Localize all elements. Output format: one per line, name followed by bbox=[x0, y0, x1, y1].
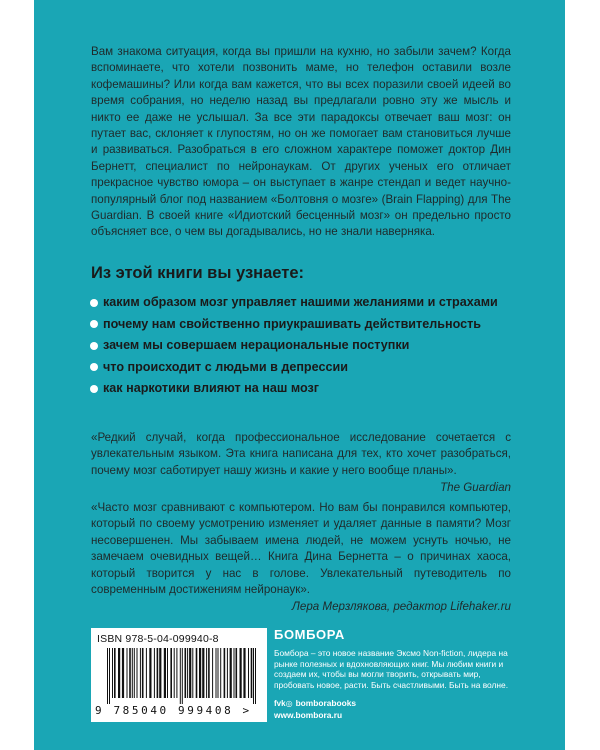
book-back-cover bbox=[34, 0, 565, 750]
barcode-stripe bbox=[157, 648, 159, 698]
barcode-stripe bbox=[149, 648, 151, 698]
list-item: что происходит с людьми в депрессии bbox=[90, 357, 530, 379]
barcode-stripe bbox=[159, 648, 161, 698]
barcode-stripe bbox=[248, 648, 249, 698]
facebook-icon: f bbox=[274, 698, 277, 708]
barcode-digits: 9 785040 999408 > bbox=[95, 704, 252, 717]
learn-list bbox=[90, 292, 530, 400]
book-description: Вам знакома ситуация, когда вы пришли на кухню, но забыли зачем? Когда вспоминаете, что хотели позвонить маме, но телефон оставили возле кофемашины? Или когда вам кажется, что вы всех поразили своей идеей во время собрания, но неделю назад вы предлагали ровно эту же мысль и никто ее даже не услышал. За все эти парадоксы отвечает ваш мозг: он путает вас, склоняет к глупостям, но он же помогает вам становиться лучше и развиваться. Разобраться в его сложном характере поможет доктор Дин Бернетт, специалист по нейронаукам. От других ученых его отличает прекрасное чувство юмора – он выступает в жанре стендап и ведет научно-популярный блог под названием «Болтовня о мозге» (Brain Flapping) для The Guardian. В своей книге «Идиотский бесценный мозг» он предельно просто объясняет все, о чем вы догадывались, но не знали наверняка. bbox=[91, 45, 511, 239]
barcode-stripe bbox=[176, 648, 177, 698]
barcode-stripe bbox=[224, 648, 226, 698]
barcode-stripe bbox=[255, 648, 256, 704]
barcode-stripe bbox=[192, 648, 193, 698]
list-item: как наркотики влияют на наш мозг bbox=[90, 378, 530, 400]
barcode-stripe bbox=[122, 648, 124, 698]
social-handle: bomborabooks bbox=[295, 698, 357, 709]
bullet-icon bbox=[90, 342, 98, 350]
barcode-stripe bbox=[134, 648, 135, 698]
list-item: зачем мы совершаем нерациональные поступки bbox=[90, 335, 530, 357]
barcode-stripe bbox=[127, 648, 128, 698]
barcode-stripe bbox=[167, 648, 168, 698]
barcode-stripe bbox=[109, 648, 110, 704]
bullet-icon bbox=[90, 385, 98, 393]
barcode-stripe bbox=[142, 648, 144, 698]
barcode-stripe bbox=[140, 648, 141, 698]
publisher-description: Бомбора – это новое название Эксмо Non-fiction, лидера на рынке полезных и вдохновляющих книг. Мы любим книги и создаем их, чтобы вы могли творить, открывать мир, пробовать новое, расти. Быть счастливыми. Быть на волне. bbox=[274, 648, 509, 690]
barcode-stripe bbox=[253, 648, 254, 704]
barcode-stripe bbox=[112, 648, 113, 698]
quote-source: Лера Мерзлякова, редактор Lifehaker.ru bbox=[291, 600, 511, 614]
isbn-number: ISBN 978-5-04-099940-8 bbox=[97, 633, 219, 645]
instagram-icon: ◎ bbox=[285, 698, 293, 708]
quote-text: «Редкий случай, когда профессиональное исследование сочетается с увлекательным языком. Эта книга написана для тех, кто хочет разобраться, почему мозг саботирует нашу жизнь и какие у него вообще планы». bbox=[91, 431, 511, 477]
quote-source: The Guardian bbox=[440, 481, 511, 495]
review-quote bbox=[91, 500, 511, 616]
barcode-stripe bbox=[206, 648, 207, 698]
barcode-stripe bbox=[212, 648, 213, 698]
barcode-stripe bbox=[189, 648, 191, 698]
barcode-stripe bbox=[251, 648, 253, 698]
list-item: каким образом мозг управляет нашими желаниями и страхами bbox=[90, 292, 530, 314]
barcode-stripe bbox=[132, 648, 133, 698]
barcode-stripe bbox=[230, 648, 232, 698]
vk-icon: vk bbox=[276, 698, 286, 708]
list-item: почему нам свойственно приукрашивать действительность bbox=[90, 314, 530, 336]
website-link[interactable]: www.bombora.ru bbox=[274, 710, 343, 721]
publisher-info bbox=[274, 627, 519, 720]
barcode-stripe bbox=[240, 648, 242, 698]
social-links[interactable] bbox=[274, 698, 519, 708]
barcode-stripe bbox=[202, 648, 204, 698]
barcode-stripe bbox=[182, 648, 183, 704]
barcode-stripe bbox=[196, 648, 198, 698]
barcode-stripe bbox=[220, 648, 221, 698]
barcode-stripe bbox=[180, 648, 181, 704]
barcode-stripe bbox=[236, 648, 238, 698]
barcode-stripe bbox=[174, 648, 175, 698]
barcode-bars bbox=[105, 648, 257, 704]
barcode-stripe bbox=[170, 648, 172, 698]
barcode-stripe bbox=[216, 648, 217, 698]
barcode-stripe bbox=[234, 648, 235, 698]
barcode-stripe bbox=[218, 648, 219, 698]
barcode-stripe bbox=[146, 648, 147, 698]
barcode-stripe bbox=[114, 648, 116, 698]
barcode-stripe bbox=[107, 648, 108, 704]
barcode-stripe bbox=[154, 648, 155, 698]
publisher-logo: БОМБОРА bbox=[274, 627, 345, 642]
barcode bbox=[91, 628, 267, 722]
barcode-stripe bbox=[129, 648, 131, 698]
barcode-stripe bbox=[199, 648, 201, 698]
bullet-icon bbox=[90, 320, 98, 328]
barcode-stripe bbox=[227, 648, 228, 698]
learn-heading: Из этой книги вы узнаете: bbox=[91, 264, 305, 282]
quote-text: «Часто мозг сравнивают с компьютером. Но вам бы понравился компьютер, который по своему усмотрению изменяет и удаляет данные в памяти? Мозг несовершенен. Мы забываем имена людей, не можем уснуть ночью, не замечаем очевидных вещей… Книга Дина Бернетта – о причинах хаоса, который творится у нас в голове. Увлекательный путеводитель по современным достижениям нейронаук». bbox=[91, 501, 511, 597]
barcode-stripe bbox=[187, 648, 188, 698]
barcode-stripe bbox=[243, 648, 245, 698]
barcode-stripe bbox=[208, 648, 210, 698]
barcode-stripe bbox=[118, 648, 120, 698]
barcode-stripe bbox=[164, 648, 166, 698]
barcode-stripe bbox=[185, 648, 187, 698]
bullet-icon bbox=[90, 299, 98, 307]
barcode-stripe bbox=[137, 648, 138, 698]
review-quote bbox=[91, 430, 511, 497]
bullet-icon bbox=[90, 363, 98, 371]
